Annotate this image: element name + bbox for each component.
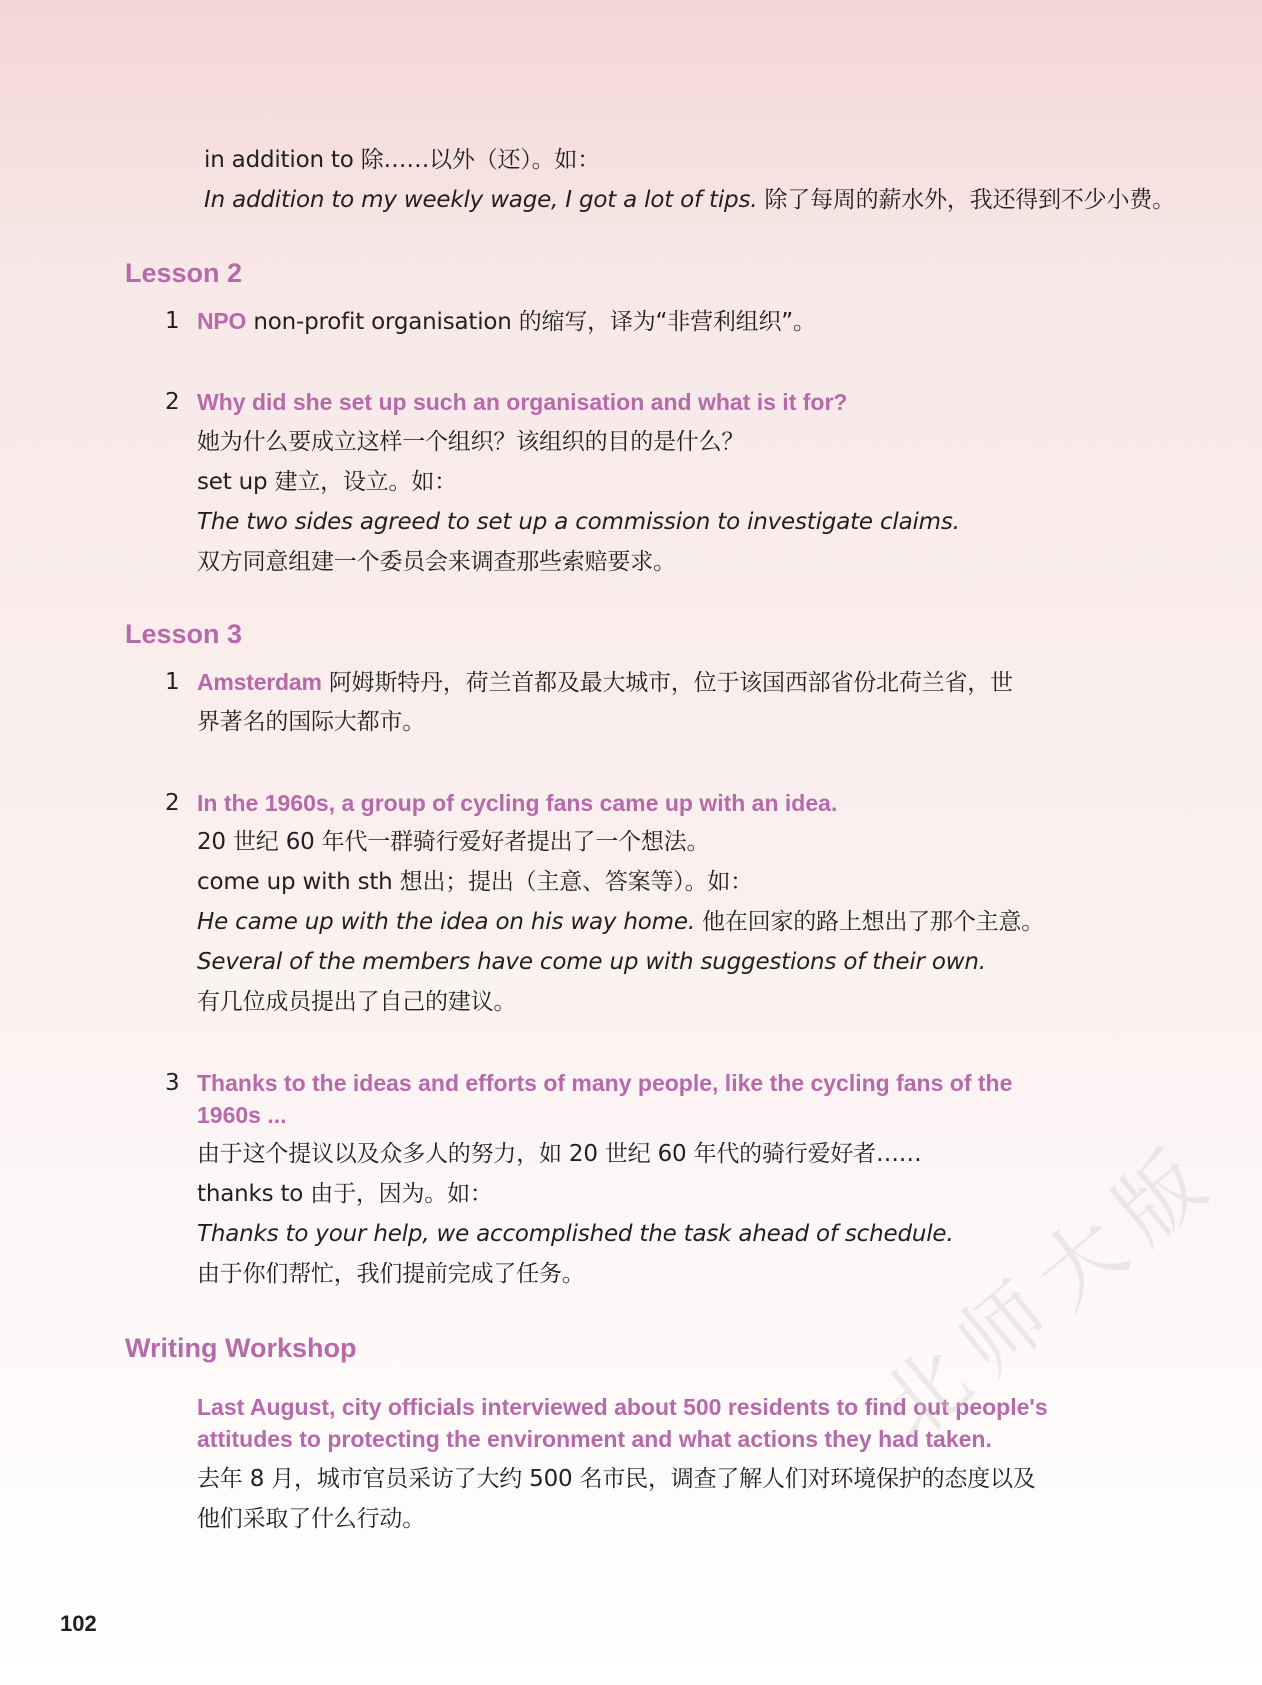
lesson2-item2-number: 2 <box>165 389 180 415</box>
intro-example-zh: 除了每周的薪水外，我还得到不少小费。 <box>757 187 1175 213</box>
writing-translation-line2: 他们采取了什么行动。 <box>197 1506 426 1532</box>
lesson3-item1-line2: 界著名的国际大都市。 <box>197 709 426 735</box>
lesson3-item2-key: In the 1960s, a group of cycling fans came up with an idea. <box>197 790 838 816</box>
lesson3-item3-key-line2: 1960s ... <box>197 1102 287 1128</box>
lesson2-item2-translation: 她为什么要成立这样一个组织？该组织的目的是什么？ <box>197 429 745 455</box>
lesson3-item1-number: 1 <box>165 669 180 695</box>
lesson3-item3-number: 3 <box>165 1070 180 1096</box>
lesson2-item1-key: NPO <box>197 308 247 334</box>
lesson3-item2-phrase: come up with sth 想出；提出（主意、答案等）。如： <box>197 869 753 895</box>
lesson3-item2-translation: 20 世纪 60 年代一群骑行爱好者提出了一个想法。 <box>197 829 710 855</box>
lesson3-item3-example-en: Thanks to your help, we accomplished the task ahead of schedule. <box>197 1221 954 1247</box>
lesson3-item2-example1 <box>197 906 1044 938</box>
lesson3-item1-line1 <box>197 666 1013 699</box>
lesson3-item1-text: 阿姆斯特丹，荷兰首都及最大城市，位于该国西部省份北荷兰省，世 <box>321 670 1013 696</box>
lesson3-item2-example2-en: Several of the members have come up with suggestions of their own. <box>197 949 986 975</box>
lesson3-item2-example2-zh: 有几位成员提出了自己的建议。 <box>197 989 517 1015</box>
lesson2-item1 <box>197 305 816 338</box>
intro-example-en: In addition to my weekly wage, I got a lot of tips. <box>204 187 758 213</box>
lesson3-item3-example-zh: 由于你们帮忙，我们提前完成了任务。 <box>197 1261 585 1287</box>
writing-key-line1: Last August, city officials interviewed about 500 residents to find out people's <box>197 1394 1048 1420</box>
lesson3-item2-example1-zh: 他在回家的路上想出了那个主意。 <box>694 909 1045 935</box>
lesson3-item1-key: Amsterdam <box>197 669 322 695</box>
lesson2-item2-phrase: set up 建立，设立。如： <box>197 469 457 495</box>
lesson3-heading: Lesson 3 <box>125 619 243 649</box>
intro-example <box>204 184 1175 216</box>
lesson2-heading: Lesson 2 <box>125 258 243 288</box>
publisher-watermark: 北师大版 <box>861 1121 1238 1459</box>
lesson3-item2-number: 2 <box>165 790 180 816</box>
lesson2-item2-key: Why did she set up such an organisation and what is it for? <box>197 389 848 415</box>
lesson3-item3-phrase: thanks to 由于，因为。如： <box>197 1181 493 1207</box>
lesson3-item3-key-line1: Thanks to the ideas and efforts of many people, like the cycling fans of the <box>197 1070 1013 1096</box>
lesson2-item1-number: 1 <box>165 308 180 334</box>
intro-phrase: in addition to 除……以外（还）。如： <box>204 147 601 173</box>
writing-translation-line1: 去年 8 月，城市官员采访了大约 500 名市民，调查了解人们对环境保护的态度以及 <box>197 1466 1036 1492</box>
page-number: 102 <box>60 1611 97 1636</box>
lesson3-item3-translation: 由于这个提议以及众多人的努力，如 20 世纪 60 年代的骑行爱好者…… <box>197 1141 922 1167</box>
lesson3-item2-example1-en: He came up with the idea on his way home. <box>197 909 695 935</box>
lesson2-item2-example-zh: 双方同意组建一个委员会来调查那些索赔要求。 <box>197 549 676 575</box>
writing-key-line2: attitudes to protecting the environment and what actions they had taken. <box>197 1426 992 1452</box>
lesson2-item1-text: non-profit organisation 的缩写，译为“非营利组织”。 <box>246 309 816 335</box>
writing-heading: Writing Workshop <box>125 1333 357 1363</box>
lesson2-item2-example-en: The two sides agreed to set up a commission to investigate claims. <box>197 509 960 535</box>
